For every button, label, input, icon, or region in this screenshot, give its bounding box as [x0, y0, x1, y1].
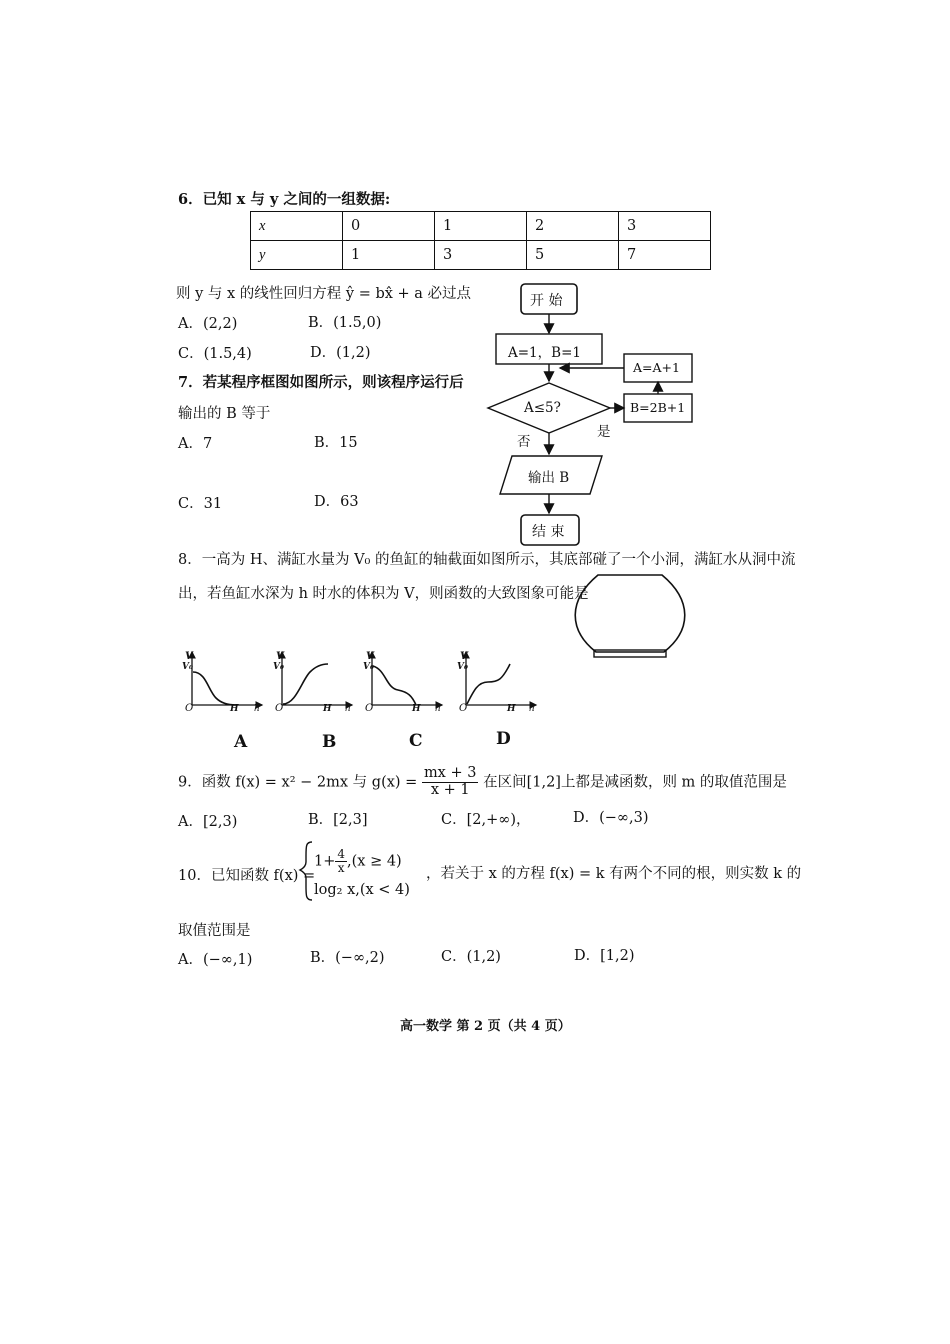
graph-c-y-label: V: [366, 651, 374, 662]
q10-stem-prefix: 10．已知函数 f(x) =: [178, 868, 316, 884]
graph-a-y0-label: V₀: [182, 662, 193, 672]
graph-label-b: B: [322, 732, 337, 752]
q10-piece1-a: 1+: [314, 853, 336, 870]
q9-option-b: B．[2,3]: [308, 812, 368, 828]
graph-a-h-mark: H: [230, 704, 239, 714]
graph-d-h-mark: H: [507, 704, 516, 714]
q9-option-c: C．[2,+∞)，: [441, 812, 531, 828]
graph-b-origin: O: [275, 703, 284, 714]
q6-followup: 则 y 与 x 的线性回归方程 ŷ = bx̂ + a 必过点: [176, 286, 472, 302]
flow-init-label: A=1，B=1: [508, 345, 581, 361]
q7-option-b: B．15: [314, 435, 358, 451]
graph-a-origin: O: [185, 703, 194, 714]
q10-piece1-den: x: [337, 861, 345, 876]
graph-d-x-label: h: [529, 704, 535, 714]
q9-stem-prefix: 9．函数 f(x) = x² − 2mx 与 g(x) =: [178, 774, 418, 791]
q6-stem: 6．已知 x 与 y 之间的一组数据:: [178, 191, 391, 208]
table-cell: 3: [435, 241, 527, 270]
graph-d-origin: O: [459, 703, 468, 714]
graph-label-d: D: [496, 729, 511, 749]
graph-a-y-label: V: [185, 651, 193, 662]
q8-line2: 出，若鱼缸水深为 h 时水的体积为 V，则函数的大致图象可能是: [178, 586, 589, 602]
table-cell: y: [251, 241, 343, 270]
graph-c-x-label: h: [435, 704, 441, 714]
graph-c-y0-label: V₀: [363, 662, 374, 672]
graph-d-y0-label: V₀: [457, 662, 468, 672]
q10-piece2: log₂ x,(x < 4): [314, 882, 410, 898]
q10-stem-suffix: ，若关于 x 的方程 f(x) = k 有两个不同的根，则实数 k 的: [426, 866, 802, 882]
q7-stem-line2: 输出的 B 等于: [178, 406, 271, 422]
graph-b-y0-label: V₀: [273, 662, 284, 672]
graph-b-h-mark: H: [323, 704, 332, 714]
graph-a-x-label: h: [254, 704, 260, 714]
q10-option-c: C．(1,2): [441, 949, 501, 965]
q7-stem-line1: 7．若某程序框图如图所示，则该程序运行后: [178, 374, 464, 391]
flow-output-label: 输出 B: [528, 470, 570, 486]
q8-line1: 8．一高为 H、满缸水量为 V₀ 的鱼缸的轴截面如图所示，其底部碰了一个小洞，满缸水从洞中流: [178, 552, 796, 568]
flow-loop-a-label: A=A+1: [633, 360, 680, 375]
table-cell: x: [251, 212, 343, 241]
table-cell: 7: [619, 241, 711, 270]
graph-b-x-label: h: [345, 704, 351, 714]
q10-piece1-fraction: [335, 848, 347, 875]
flow-start-label: 开 始: [530, 293, 563, 309]
q10-piece1-b: ,(x ≥ 4): [347, 853, 402, 870]
q10-option-d: D．[1,2): [574, 948, 635, 964]
q9-option-d: D．(−∞,3): [573, 810, 649, 826]
q6-option-b: B．(1.5,0): [308, 315, 382, 331]
q7-option-c: C．31: [178, 496, 223, 512]
q7-option-a: A．7: [178, 436, 213, 452]
graph-label-c: C: [409, 731, 423, 751]
q6-option-c: C．(1.5,4): [178, 346, 252, 362]
q9-frac-num: mx + 3: [423, 765, 477, 781]
table-cell: 2: [527, 212, 619, 241]
graph-c-origin: O: [365, 703, 374, 714]
table-cell: 5: [527, 241, 619, 270]
table-cell: 0: [343, 212, 435, 241]
graph-b-y-label: V: [276, 651, 284, 662]
table-cell: 1: [343, 241, 435, 270]
flow-no-label: 否: [517, 434, 531, 450]
flow-end-label: 结 束: [532, 524, 565, 540]
table-cell: 1: [435, 212, 527, 241]
q10-option-b: B．(−∞,2): [310, 950, 385, 966]
table-cell: 3: [619, 212, 711, 241]
graph-c-h-mark: H: [412, 704, 421, 714]
page-footer: 高一数学 第 2 页（共 4 页）: [400, 1019, 571, 1034]
q10-line2: 取值范围是: [178, 923, 251, 939]
q6-option-a: A．(2,2): [178, 316, 238, 332]
flow-yes-label: 是: [597, 424, 611, 440]
q6-option-d: D．(1,2): [310, 345, 371, 361]
q9-stem-suffix: 在区间[1,2]上都是减函数，则 m 的取值范围是: [483, 774, 787, 791]
flow-condition-label: A≤5?: [524, 400, 561, 416]
q7-option-d: D．63: [314, 494, 359, 510]
flow-loop-b-label: B=2B+1: [630, 400, 686, 415]
q9-option-a: A．[2,3): [178, 814, 238, 830]
q10-piece1: [314, 848, 402, 875]
q10-option-a: A．(−∞,1): [178, 952, 253, 968]
graph-label-a: A: [234, 732, 248, 752]
q10-piece1-num: 4: [337, 847, 346, 861]
q9-frac-den: x + 1: [430, 781, 470, 798]
graph-d-y-label: V: [460, 651, 468, 662]
